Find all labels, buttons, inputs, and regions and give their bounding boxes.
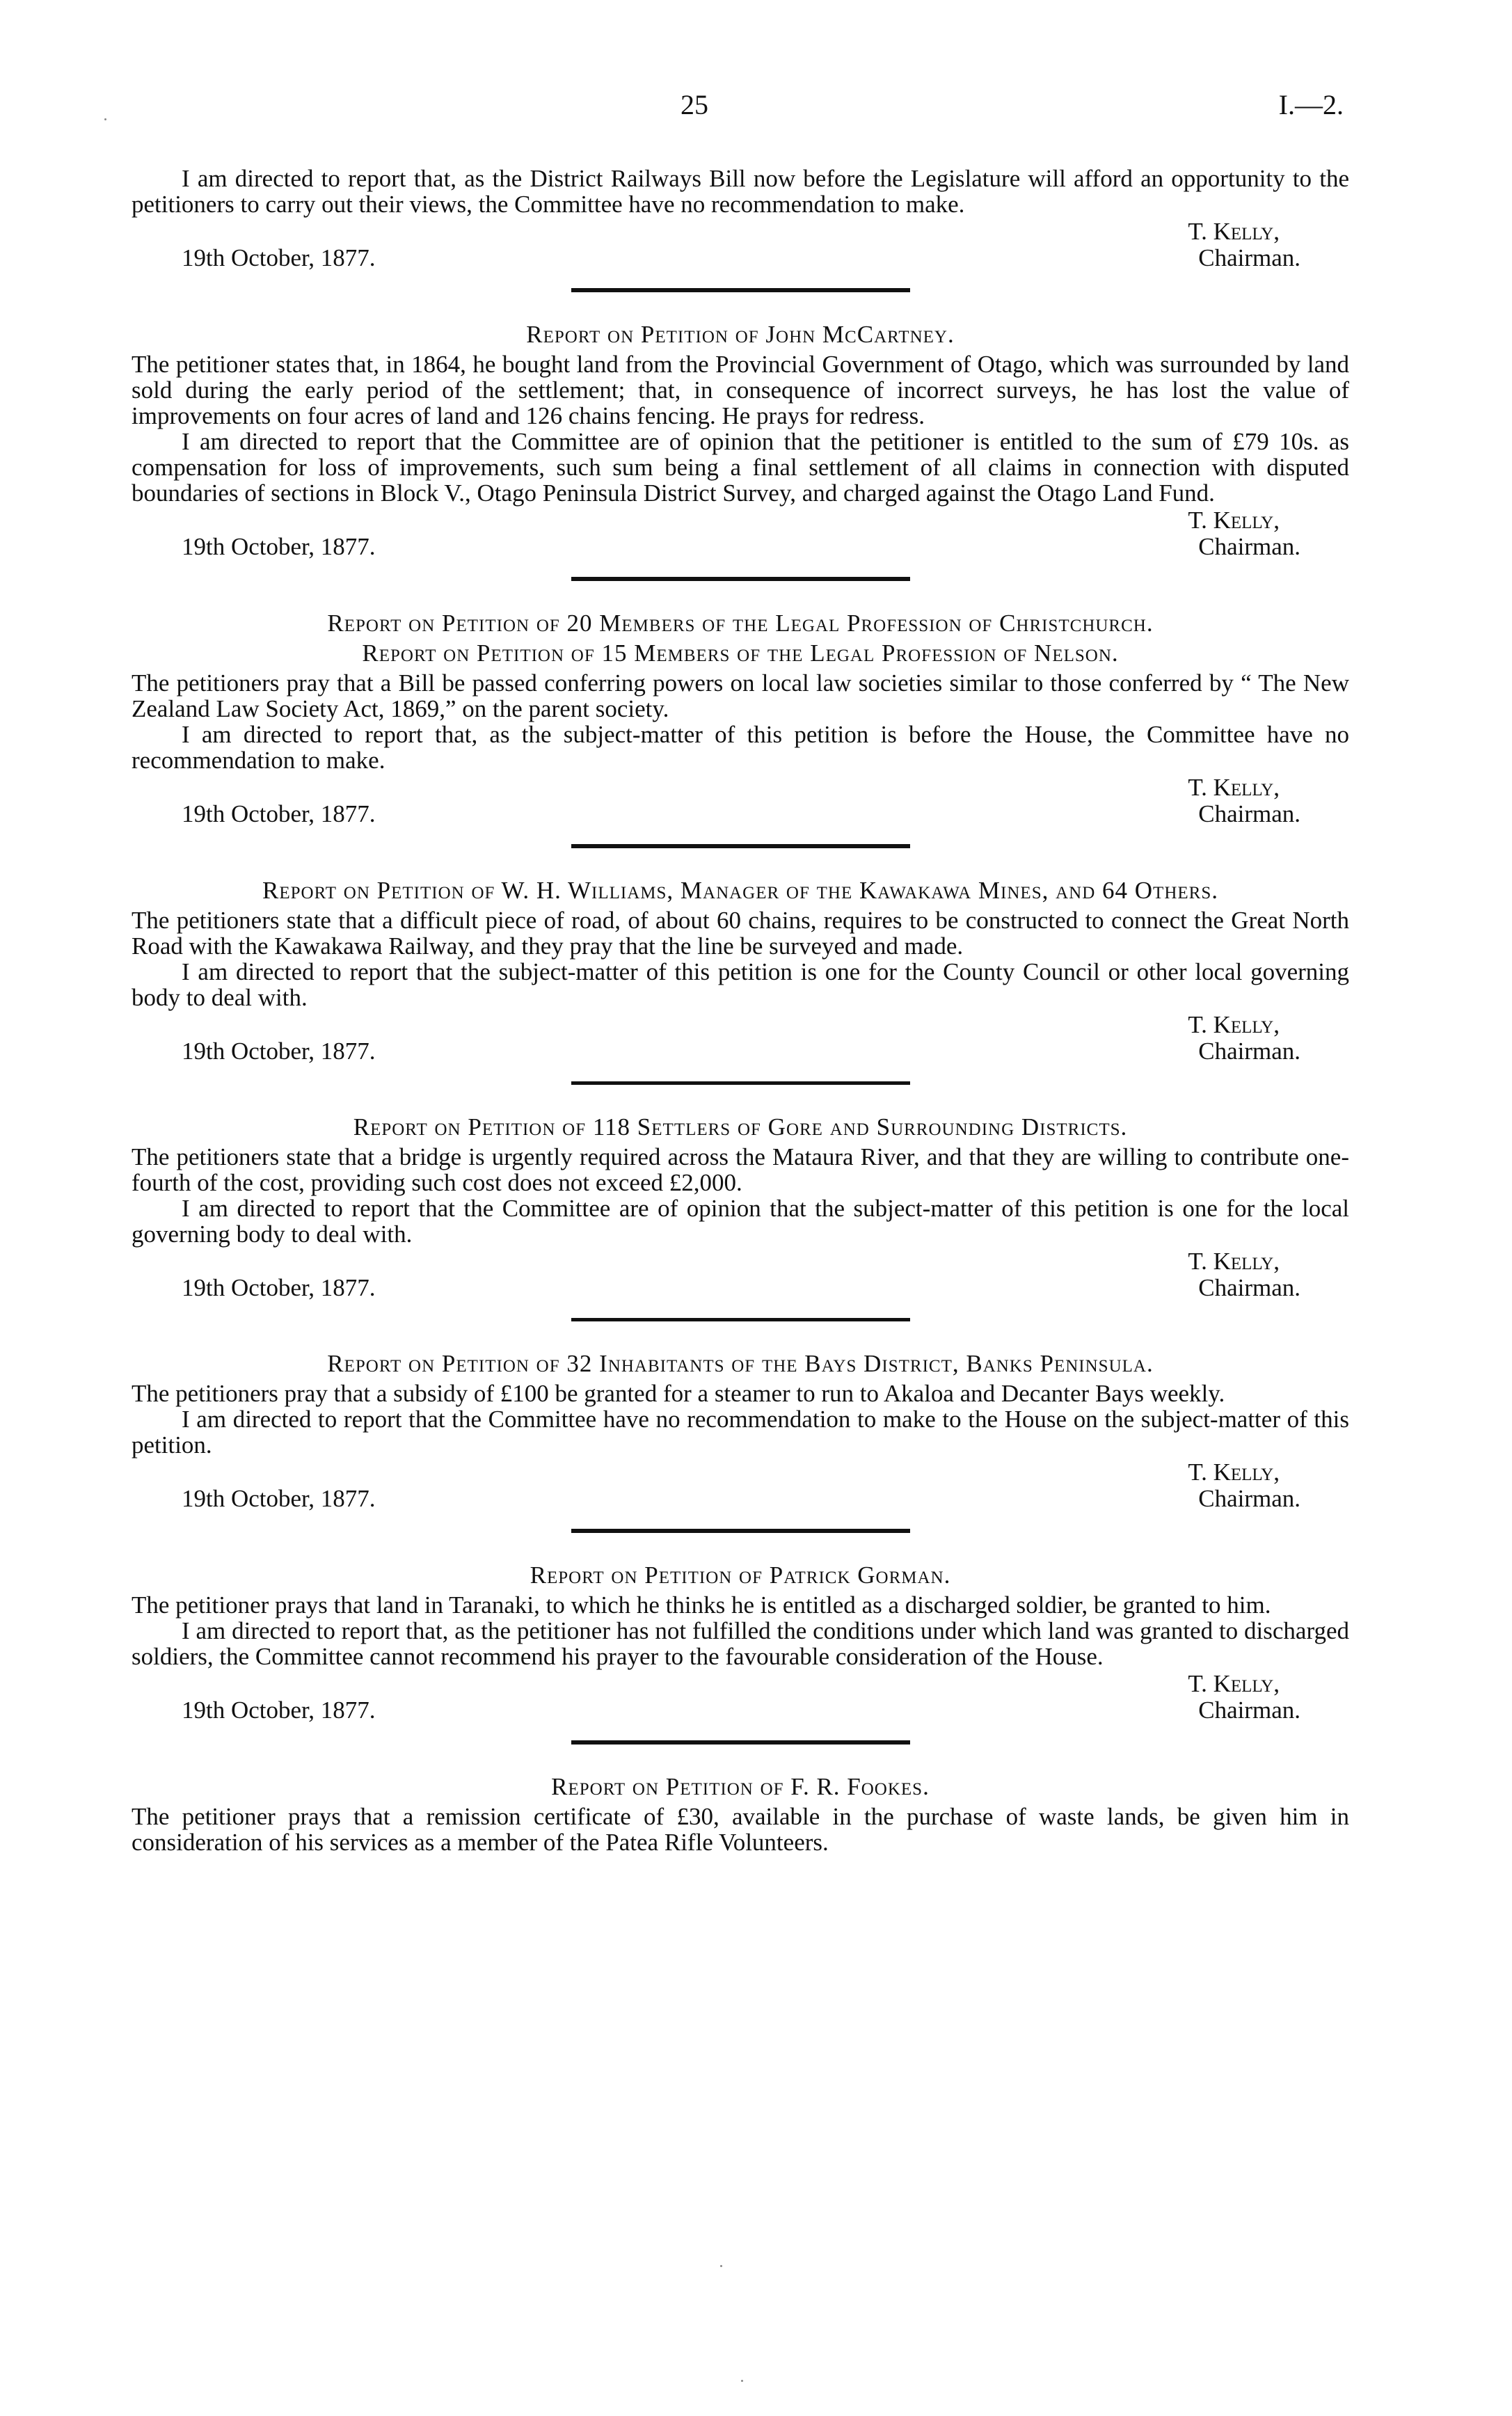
section-divider (571, 1529, 910, 1533)
report-content (132, 166, 1349, 1855)
page-number: 25 (681, 89, 708, 120)
report-title: Report on Petition of F. R. Fookes. (551, 1773, 930, 1800)
signature-block (132, 1671, 1349, 1726)
signature-block (132, 1459, 1349, 1515)
report-section-bays-district (132, 1351, 1349, 1533)
signatory-name: T. Kelly, (1188, 1248, 1280, 1275)
signatory-name: T. Kelly, (1188, 218, 1280, 245)
report-date: 19th October, 1877. (182, 1696, 376, 1724)
paper-speck (720, 2265, 722, 2267)
petition-statement: The petitioner prays that a remission certificate of £30, available in the purchase of waste lands, be given him in consideration of his services as a member of the Patea Rifle Volunteers. (132, 1803, 1349, 1856)
signatory-name: T. Kelly, (1188, 774, 1280, 801)
report-title: Report on Petition of 118 Settlers of Gore and Surrounding Districts. (353, 1113, 1128, 1141)
signatory-role: Chairman. (1198, 1274, 1300, 1301)
section-divider (571, 1081, 910, 1085)
signatory-name: T. Kelly, (1188, 1459, 1280, 1486)
signatory-name: T. Kelly, (1188, 1670, 1280, 1697)
petition-statement: The petitioner states that, in 1864, he bought land from the Provincial Government of Otago, which was surrounded by land sold during the early period of the settlement; that, in consequence of incorrect surveys, he has lost the value of improvements on four acres of land and 126 chains fencing. He prays for redress. (132, 351, 1349, 429)
report-date: 19th October, 1877. (182, 533, 376, 560)
petition-statement: The petitioners pray that a subsidy of £100 be granted for a steamer to run to Akaloa and Decanter Bays weekly. (132, 1380, 1225, 1407)
report-section-mccartney (132, 321, 1349, 581)
petition-statement: The petitioners state that a bridge is urgently required across the Mataura River, and that they are willing to contribute one-fourth of the cost, providing such cost does not exceed £2,000. (132, 1143, 1349, 1196)
report-section-gore-settlers (132, 1114, 1349, 1321)
petition-statement: The petitioners state that a difficult piece of road, of about 60 chains, requires to be constructed to connect the Great North Road with the Kawakawa Railway, and they pray that the line be surveyed and made. (132, 907, 1349, 960)
section-divider (571, 1318, 910, 1321)
signature-block (132, 218, 1349, 274)
committee-finding: I am directed to report that the subject-matter of this petition is one for the County Council or other local governing body to deal with. (132, 958, 1349, 1011)
signature-block (132, 1012, 1349, 1067)
report-date: 19th October, 1877. (182, 1038, 376, 1065)
signature-block (132, 1248, 1349, 1304)
section-divider (571, 844, 910, 848)
signatory-role: Chairman. (1198, 1696, 1300, 1724)
report-title: Report on Petition of 20 Members of the Legal Profession of Christchurch. (327, 610, 1154, 637)
report-date: 19th October, 1877. (182, 244, 376, 271)
paper-speck (741, 2380, 743, 2382)
signatory-role: Chairman. (1198, 800, 1300, 827)
report-title: Report on Petition of Patrick Gorman. (530, 1561, 951, 1589)
document-reference: I.—2. (1278, 89, 1344, 120)
intro-paragraph: I am directed to report that, as the District Railways Bill now before the Legislature will afford an opportunity to the petitioners to carry out their views, the Committee have no recommendation to make. (132, 165, 1349, 218)
signatory-role: Chairman. (1198, 533, 1300, 560)
committee-finding: I am directed to report that the Committee are of opinion that the petitioner is entitled to the sum of £79 10s. as compensation for loss of improvements, such sum being a final settlement of all claims in connection with disputed boundaries of sections in Block V., Otago Peninsula District Survey, and charged against the Otago Land Fund. (132, 428, 1349, 507)
report-title: Report on Petition of W. H. Williams, Manager of the Kawakawa Mines, and 64 Others. (262, 877, 1218, 904)
report-date: 19th October, 1877. (182, 800, 376, 827)
section-divider (571, 288, 910, 292)
report-section-gorman (132, 1562, 1349, 1745)
signatory-role: Chairman. (1198, 1485, 1300, 1512)
report-section-legal-profession (132, 610, 1349, 848)
report-section-williams (132, 877, 1349, 1085)
committee-finding: I am directed to report that the Committee are of opinion that the subject-matter of this petition is one for the local governing body to deal with. (132, 1195, 1349, 1248)
petition-statement: The petitioners pray that a Bill be passed conferring powers on local law societies similar to those conferred by “ The New Zealand Law Society Act, 1869,” on the parent society. (132, 669, 1349, 722)
signatory-role: Chairman. (1198, 244, 1300, 271)
section-divider (571, 577, 910, 581)
petition-statement: The petitioner prays that land in Taranaki, to which he thinks he is entitled as a discharged soldier, be granted to him. (132, 1591, 1271, 1619)
report-title: Report on Petition of John McCartney. (526, 321, 955, 348)
report-date: 19th October, 1877. (182, 1274, 376, 1301)
committee-finding: I am directed to report that, as the petitioner has not fulfilled the conditions under which land was granted to discharged soldiers, the Committee cannot recommend his prayer to the favourable consideration of the House. (132, 1617, 1349, 1670)
signature-block (132, 774, 1349, 830)
page-header (0, 89, 1512, 127)
signatory-name: T. Kelly, (1188, 507, 1280, 534)
committee-finding: I am directed to report that the Committee have no recommendation to make to the House on the subject-matter of this petition. (132, 1406, 1349, 1459)
report-title: Report on Petition of 32 Inhabitants of the Bays District, Banks Peninsula. (327, 1350, 1154, 1377)
section-divider (571, 1740, 910, 1745)
committee-finding: I am directed to report that, as the subject-matter of this petition is before the House, the Committee have no recommendation to make. (132, 721, 1349, 774)
report-section-fookes (132, 1774, 1349, 1855)
report-date: 19th October, 1877. (182, 1485, 376, 1512)
signatory-name: T. Kelly, (1188, 1011, 1280, 1038)
paper-speck (104, 118, 106, 120)
report-title: Report on Petition of 15 Members of the Legal Profession of Nelson. (362, 639, 1119, 667)
signatory-role: Chairman. (1198, 1038, 1300, 1065)
intro-section (132, 166, 1349, 292)
signature-block (132, 507, 1349, 563)
